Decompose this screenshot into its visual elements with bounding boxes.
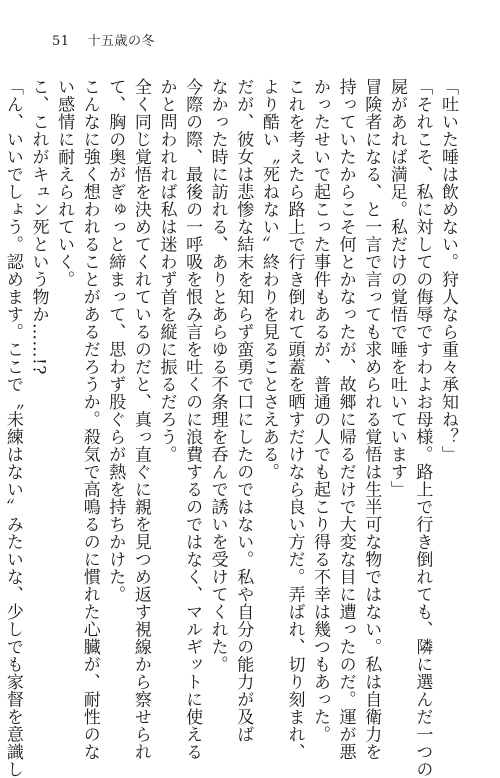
novel-body-text: [0, 78, 460, 778]
page-header: [52, 30, 155, 49]
text-line: なかった時に訪れる、ありとあらゆる不条理を呑んで誘いを受けてくれた。: [207, 78, 228, 673]
text-line: かと問われれば私は迷わず首を縦に振るだろう。: [156, 78, 177, 463]
text-line: 全く同じ覚悟を決めてくれているのだと、真っ直ぐに親を見つめ返す視線から察せられ: [130, 78, 151, 761]
text-line: 「吐いた唾は飲めない。狩人なら重々承知ね？」: [438, 78, 458, 463]
text-line: 今際の際、最後の一呼吸を恨み言を吐くのに浪費するのではなく、マルギットに使える: [182, 78, 203, 761]
text-line: 冒険者になる、と一言で言っても求められる覚悟は生半可な物ではない。私は自衛力を: [361, 78, 382, 761]
chapter-title: 十五歳の冬: [87, 34, 156, 49]
text-line: こんなに強く想われることがあるだろうか。殺気で高鳴るのに慣れた心臓が、耐性のな: [79, 78, 100, 761]
text-line: て、胸の奥がぎゅっと締まって、思わず股ぐらが熱を持ちかけた。: [105, 78, 126, 603]
page-number: 51: [52, 34, 70, 49]
text-line: 「それこそ、私に対しての侮辱ですわよお母様。路上で行き倒れても、隣に選んだ一つの: [412, 78, 433, 778]
text-line: こ、これがキュン死という物か……!?: [28, 78, 49, 375]
text-line: より酷い〝死ねない〟終わりを見ることさえある。: [258, 78, 279, 481]
text-line: い感情に耐えられていく。: [54, 78, 75, 288]
text-line: これを考えたら路上で行き倒れて頭蓋を晒すだけなら良い方だ。弄ばれ、切り刻まれ、: [284, 78, 305, 761]
text-line: 「ん、いいでしょう。認めます。ここで〝未練はない〟みたいな、少しでも家督を意識し: [2, 78, 23, 778]
text-line: 屍があれば満足。私だけの覚悟で唾を吐いています」: [386, 78, 407, 498]
text-line: 持っていたからこそ何とかなったが、故郷に帰るだけで大変な目に遭ったのだ。運が悪: [335, 78, 356, 761]
text-line: かったせいで起こった事件もあるが、普通の人でも起こり得る不幸は幾つもあった。: [310, 78, 331, 743]
text-line: だが、彼女は悲惨な結末を知らず蛮勇で口にしたのではない。私や自分の能力が及ば: [233, 78, 254, 743]
